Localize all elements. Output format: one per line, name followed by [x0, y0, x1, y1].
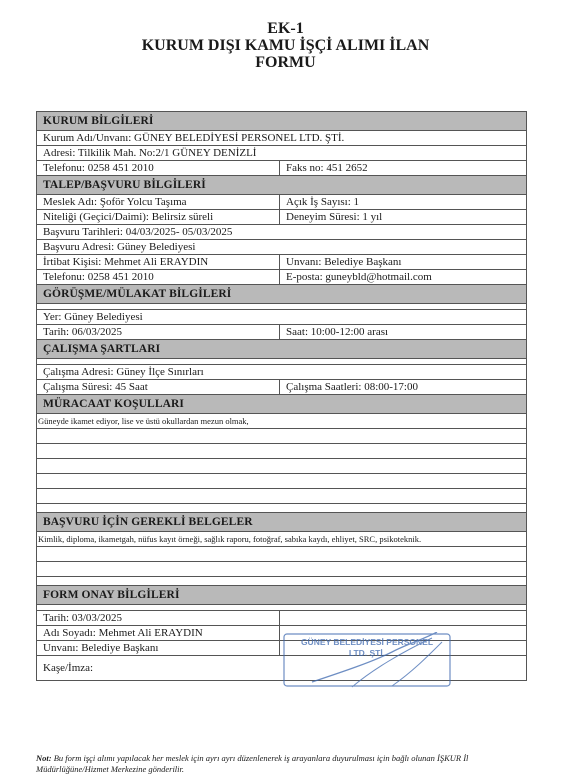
talep-occupation: Meslek Adı: Şoför Yolcu Taşıma	[37, 195, 280, 209]
stamp-line-2: LTD. ŞTİ.	[348, 648, 386, 658]
calisma-address: Çalışma Adresi: Güney İlçe Sınırları	[43, 366, 204, 378]
onay-name: Adı Soyadı: Mehmet Ali ERAYDIN	[37, 626, 280, 640]
onay-title: Unvanı: Belediye Başkanı	[37, 641, 280, 655]
announcement-form	[36, 111, 527, 681]
kurum-fax: Faks no: 451 2652	[286, 162, 368, 174]
section-belgeler-heading: BAŞVURU İÇİN GEREKLİ BELGELER	[37, 512, 526, 531]
section-muracaat-heading: MÜRACAAT KOŞULLARI	[37, 394, 526, 413]
talep-phone: Telefonu: 0258 451 2010	[37, 270, 280, 284]
belgeler-documents: Kimlik, diploma, ikametgah, nüfus kayıt örneği, sağlık raporu, fotoğraf, sabıka kaydı, ehliyet, SRC, psikoteknik.	[37, 531, 526, 546]
kurum-address: Adresi: Tilkilik Mah. No:2/1 GÜNEY DENİZLİ	[43, 147, 257, 159]
section-calisma-heading: ÇALIŞMA ŞARTLARI	[37, 339, 526, 358]
footnote-label: Not:	[36, 753, 52, 763]
onay-row-1	[37, 610, 526, 625]
kurum-contact-row	[37, 160, 526, 175]
gorusme-date: Tarih: 06/03/2025	[37, 325, 280, 339]
blank-line	[37, 428, 526, 443]
gorusme-place: Yer: Güney Belediyesi	[43, 311, 143, 323]
form-title-cont: FORMU	[255, 54, 316, 71]
blank-line	[37, 473, 526, 488]
blank-line	[37, 488, 526, 503]
talep-open-positions: Açık İş Sayısı: 1	[286, 196, 360, 208]
talep-row-1	[37, 194, 526, 209]
company-stamp	[282, 632, 452, 688]
blank-line	[37, 546, 526, 561]
section-talep-heading: TALEP/BAŞVURU BİLGİLERİ	[37, 175, 526, 194]
kurum-name: Kurum Adı/Unvanı: GÜNEY BELEDİYESİ PERSONEL LTD. ŞTİ.	[43, 132, 345, 144]
kurum-address-row	[37, 145, 526, 160]
talep-nature: Niteliği (Geçici/Daimi): Belirsiz süreli	[37, 210, 280, 224]
calisma-row-1	[37, 364, 526, 379]
footnote-text: Bu form işçi alımı yapılacak her meslek için ayrı ayrı düzenlenerek iş arayanlara duyurulması için bağlı olunan İŞKUR İl Müdürlüğüne/Hizmet Merkezine gönderilir.	[36, 753, 469, 774]
talep-row-3	[37, 224, 526, 239]
blank-line	[37, 443, 526, 458]
calisma-hours: Çalışma Saatleri: 08:00-17:00	[286, 381, 418, 393]
form-title: KURUM DIŞI KAMU İŞÇİ ALIMI İLAN	[141, 37, 430, 54]
onay-stamp-signature: Kaşe/İmza:	[37, 655, 526, 680]
stamp-line-1: GÜNEY BELEDİYESİ PERSONEL	[300, 637, 434, 647]
talep-application-address: Başvuru Adresi: Güney Belediyesi	[43, 241, 196, 253]
talep-row-5	[37, 254, 526, 269]
blank-line	[37, 561, 526, 576]
talep-experience: Deneyim Süresi: 1 yıl	[286, 211, 383, 223]
onay-date: Tarih: 03/03/2025	[37, 611, 280, 625]
kurum-name-row	[37, 130, 526, 145]
talep-email: E-posta: guneybld@hotmail.com	[286, 271, 432, 283]
section-gorusme-heading: GÖRÜŞME/MÜLAKAT BİLGİLERİ	[37, 284, 526, 303]
blank-line	[37, 458, 526, 473]
stamp-signature-graphic	[282, 632, 452, 688]
footnote	[36, 753, 536, 775]
talep-title: Unvanı: Belediye Başkanı	[286, 256, 402, 268]
gorusme-time: Saat: 10:00-12:00 arası	[286, 326, 389, 338]
gorusme-row-2	[37, 324, 526, 339]
section-onay-heading: FORM ONAY BİLGİLERİ	[37, 585, 526, 604]
blank-line	[37, 503, 526, 512]
gorusme-row-1	[37, 309, 526, 324]
muracaat-conditions: Güneyde ikamet ediyor, lise ve üstü okullardan mezun olmak,	[37, 413, 526, 428]
kurum-phone: Telefonu: 0258 451 2010	[37, 161, 280, 175]
talep-row-2	[37, 209, 526, 224]
blank-line	[37, 576, 526, 585]
calisma-row-2	[37, 379, 526, 394]
talep-dates: Başvuru Tarihleri: 04/03/2025- 05/03/2025	[43, 226, 233, 238]
section-kurum-heading: KURUM BİLGİLERİ	[37, 112, 526, 130]
form-annex-label: EK-1	[267, 20, 304, 37]
talep-contact-person: İrtibat Kişisi: Mehmet Ali ERAYDIN	[37, 255, 280, 269]
talep-row-4	[37, 239, 526, 254]
talep-row-6	[37, 269, 526, 284]
calisma-duration: Çalışma Süresi: 45 Saat	[37, 380, 280, 394]
